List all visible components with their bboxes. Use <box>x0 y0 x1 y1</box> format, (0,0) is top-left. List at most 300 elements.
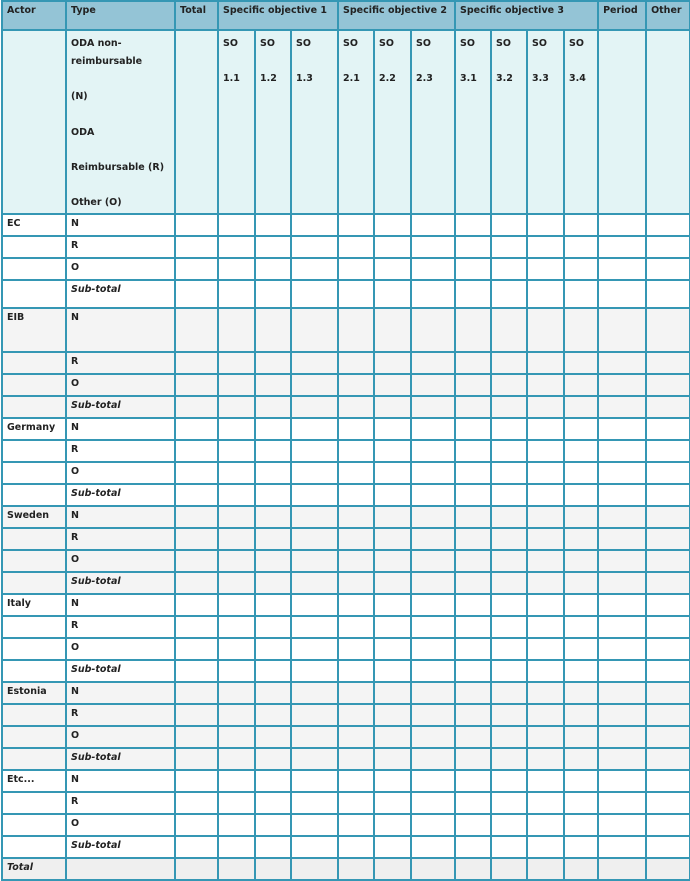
data-cell[interactable] <box>411 396 455 418</box>
data-cell[interactable] <box>598 506 646 528</box>
data-cell[interactable] <box>218 484 255 506</box>
data-cell[interactable] <box>255 462 291 484</box>
data-cell[interactable] <box>455 258 491 280</box>
data-cell[interactable] <box>255 836 291 858</box>
data-cell[interactable] <box>598 374 646 396</box>
data-cell[interactable] <box>491 374 527 396</box>
data-cell[interactable] <box>218 528 255 550</box>
data-cell[interactable] <box>411 308 455 352</box>
data-cell[interactable] <box>175 814 218 836</box>
data-cell[interactable] <box>564 638 598 660</box>
data-cell[interactable] <box>564 236 598 258</box>
data-cell[interactable] <box>527 814 564 836</box>
data-cell[interactable] <box>491 440 527 462</box>
data-cell[interactable] <box>491 236 527 258</box>
data-cell[interactable] <box>374 638 411 660</box>
data-cell[interactable] <box>455 308 491 352</box>
data-cell[interactable] <box>255 396 291 418</box>
data-cell[interactable] <box>527 792 564 814</box>
data-cell[interactable] <box>218 836 255 858</box>
data-cell[interactable] <box>175 682 218 704</box>
data-cell[interactable] <box>564 858 598 880</box>
data-cell[interactable] <box>374 682 411 704</box>
data-cell[interactable] <box>564 280 598 308</box>
data-cell[interactable] <box>491 280 527 308</box>
data-cell[interactable] <box>411 258 455 280</box>
data-cell[interactable] <box>527 214 564 236</box>
data-cell[interactable] <box>598 682 646 704</box>
data-cell[interactable] <box>527 682 564 704</box>
data-cell[interactable] <box>338 704 374 726</box>
data-cell[interactable] <box>564 462 598 484</box>
data-cell[interactable] <box>255 682 291 704</box>
data-cell[interactable] <box>646 792 690 814</box>
data-cell[interactable] <box>291 528 338 550</box>
data-cell[interactable] <box>411 462 455 484</box>
data-cell[interactable] <box>491 660 527 682</box>
data-cell[interactable] <box>598 726 646 748</box>
data-cell[interactable] <box>218 550 255 572</box>
data-cell[interactable] <box>455 660 491 682</box>
data-cell[interactable] <box>527 638 564 660</box>
data-cell[interactable] <box>564 418 598 440</box>
data-cell[interactable] <box>255 418 291 440</box>
data-cell[interactable] <box>455 440 491 462</box>
data-cell[interactable] <box>66 858 175 880</box>
data-cell[interactable] <box>175 726 218 748</box>
data-cell[interactable] <box>291 682 338 704</box>
data-cell[interactable] <box>646 660 690 682</box>
data-cell[interactable] <box>338 858 374 880</box>
data-cell[interactable] <box>455 280 491 308</box>
data-cell[interactable] <box>338 462 374 484</box>
data-cell[interactable] <box>491 418 527 440</box>
data-cell[interactable] <box>491 792 527 814</box>
data-cell[interactable] <box>564 440 598 462</box>
data-cell[interactable] <box>291 214 338 236</box>
data-cell[interactable] <box>598 440 646 462</box>
data-cell[interactable] <box>338 352 374 374</box>
data-cell[interactable] <box>646 308 690 352</box>
data-cell[interactable] <box>218 418 255 440</box>
data-cell[interactable] <box>175 550 218 572</box>
data-cell[interactable] <box>564 484 598 506</box>
data-cell[interactable] <box>291 550 338 572</box>
data-cell[interactable] <box>218 352 255 374</box>
data-cell[interactable] <box>646 506 690 528</box>
data-cell[interactable] <box>564 352 598 374</box>
data-cell[interactable] <box>527 308 564 352</box>
data-cell[interactable] <box>646 638 690 660</box>
data-cell[interactable] <box>564 660 598 682</box>
data-cell[interactable] <box>374 616 411 638</box>
data-cell[interactable] <box>218 236 255 258</box>
data-cell[interactable] <box>291 638 338 660</box>
data-cell[interactable] <box>291 440 338 462</box>
data-cell[interactable] <box>598 462 646 484</box>
data-cell[interactable] <box>175 484 218 506</box>
data-cell[interactable] <box>218 396 255 418</box>
data-cell[interactable] <box>491 258 527 280</box>
data-cell[interactable] <box>255 748 291 770</box>
data-cell[interactable] <box>411 616 455 638</box>
data-cell[interactable] <box>338 308 374 352</box>
data-cell[interactable] <box>291 770 338 792</box>
data-cell[interactable] <box>455 550 491 572</box>
data-cell[interactable] <box>527 836 564 858</box>
data-cell[interactable] <box>175 236 218 258</box>
data-cell[interactable] <box>291 280 338 308</box>
data-cell[interactable] <box>411 352 455 374</box>
data-cell[interactable] <box>291 594 338 616</box>
data-cell[interactable] <box>374 374 411 396</box>
data-cell[interactable] <box>175 704 218 726</box>
data-cell[interactable] <box>411 506 455 528</box>
data-cell[interactable] <box>646 236 690 258</box>
data-cell[interactable] <box>338 616 374 638</box>
data-cell[interactable] <box>291 858 338 880</box>
data-cell[interactable] <box>527 616 564 638</box>
data-cell[interactable] <box>646 352 690 374</box>
data-cell[interactable] <box>338 214 374 236</box>
data-cell[interactable] <box>175 506 218 528</box>
data-cell[interactable] <box>291 748 338 770</box>
data-cell[interactable] <box>338 550 374 572</box>
data-cell[interactable] <box>411 814 455 836</box>
data-cell[interactable] <box>646 528 690 550</box>
data-cell[interactable] <box>411 572 455 594</box>
data-cell[interactable] <box>338 638 374 660</box>
data-cell[interactable] <box>255 594 291 616</box>
data-cell[interactable] <box>455 572 491 594</box>
data-cell[interactable] <box>646 836 690 858</box>
data-cell[interactable] <box>646 418 690 440</box>
data-cell[interactable] <box>411 792 455 814</box>
data-cell[interactable] <box>527 572 564 594</box>
data-cell[interactable] <box>338 814 374 836</box>
data-cell[interactable] <box>255 550 291 572</box>
data-cell[interactable] <box>527 770 564 792</box>
data-cell[interactable] <box>598 836 646 858</box>
data-cell[interactable] <box>527 726 564 748</box>
data-cell[interactable] <box>491 462 527 484</box>
data-cell[interactable] <box>646 462 690 484</box>
data-cell[interactable] <box>175 770 218 792</box>
data-cell[interactable] <box>598 418 646 440</box>
data-cell[interactable] <box>646 616 690 638</box>
data-cell[interactable] <box>455 704 491 726</box>
data-cell[interactable] <box>338 792 374 814</box>
data-cell[interactable] <box>598 858 646 880</box>
data-cell[interactable] <box>374 352 411 374</box>
data-cell[interactable] <box>646 594 690 616</box>
data-cell[interactable] <box>255 280 291 308</box>
data-cell[interactable] <box>455 484 491 506</box>
data-cell[interactable] <box>374 258 411 280</box>
data-cell[interactable] <box>564 726 598 748</box>
data-cell[interactable] <box>291 396 338 418</box>
data-cell[interactable] <box>527 704 564 726</box>
data-cell[interactable] <box>255 308 291 352</box>
data-cell[interactable] <box>291 660 338 682</box>
data-cell[interactable] <box>646 770 690 792</box>
data-cell[interactable] <box>338 440 374 462</box>
data-cell[interactable] <box>255 374 291 396</box>
data-cell[interactable] <box>527 418 564 440</box>
data-cell[interactable] <box>598 638 646 660</box>
data-cell[interactable] <box>374 814 411 836</box>
data-cell[interactable] <box>338 726 374 748</box>
data-cell[interactable] <box>411 594 455 616</box>
data-cell[interactable] <box>491 682 527 704</box>
data-cell[interactable] <box>491 528 527 550</box>
data-cell[interactable] <box>291 418 338 440</box>
data-cell[interactable] <box>598 792 646 814</box>
data-cell[interactable] <box>291 836 338 858</box>
data-cell[interactable] <box>646 704 690 726</box>
data-cell[interactable] <box>374 280 411 308</box>
data-cell[interactable] <box>646 814 690 836</box>
data-cell[interactable] <box>338 418 374 440</box>
data-cell[interactable] <box>411 280 455 308</box>
data-cell[interactable] <box>455 682 491 704</box>
data-cell[interactable] <box>646 572 690 594</box>
data-cell[interactable] <box>218 660 255 682</box>
data-cell[interactable] <box>374 748 411 770</box>
data-cell[interactable] <box>218 748 255 770</box>
data-cell[interactable] <box>291 484 338 506</box>
data-cell[interactable] <box>455 462 491 484</box>
data-cell[interactable] <box>291 374 338 396</box>
data-cell[interactable] <box>527 258 564 280</box>
data-cell[interactable] <box>175 440 218 462</box>
data-cell[interactable] <box>175 836 218 858</box>
data-cell[interactable] <box>411 836 455 858</box>
data-cell[interactable] <box>455 418 491 440</box>
data-cell[interactable] <box>527 236 564 258</box>
data-cell[interactable] <box>598 528 646 550</box>
data-cell[interactable] <box>175 308 218 352</box>
data-cell[interactable] <box>291 726 338 748</box>
data-cell[interactable] <box>175 572 218 594</box>
data-cell[interactable] <box>455 528 491 550</box>
data-cell[interactable] <box>491 572 527 594</box>
data-cell[interactable] <box>491 704 527 726</box>
data-cell[interactable] <box>491 396 527 418</box>
data-cell[interactable] <box>291 616 338 638</box>
data-cell[interactable] <box>491 858 527 880</box>
data-cell[interactable] <box>598 236 646 258</box>
data-cell[interactable] <box>291 814 338 836</box>
data-cell[interactable] <box>218 440 255 462</box>
data-cell[interactable] <box>338 682 374 704</box>
data-cell[interactable] <box>455 374 491 396</box>
data-cell[interactable] <box>255 528 291 550</box>
data-cell[interactable] <box>527 550 564 572</box>
data-cell[interactable] <box>374 214 411 236</box>
data-cell[interactable] <box>338 836 374 858</box>
data-cell[interactable] <box>218 462 255 484</box>
data-cell[interactable] <box>338 748 374 770</box>
data-cell[interactable] <box>175 616 218 638</box>
data-cell[interactable] <box>527 506 564 528</box>
data-cell[interactable] <box>255 660 291 682</box>
data-cell[interactable] <box>374 396 411 418</box>
data-cell[interactable] <box>338 236 374 258</box>
data-cell[interactable] <box>255 258 291 280</box>
data-cell[interactable] <box>255 352 291 374</box>
data-cell[interactable] <box>527 280 564 308</box>
data-cell[interactable] <box>527 528 564 550</box>
data-cell[interactable] <box>411 484 455 506</box>
data-cell[interactable] <box>455 506 491 528</box>
data-cell[interactable] <box>598 660 646 682</box>
data-cell[interactable] <box>338 770 374 792</box>
data-cell[interactable] <box>291 506 338 528</box>
data-cell[interactable] <box>374 792 411 814</box>
data-cell[interactable] <box>218 616 255 638</box>
data-cell[interactable] <box>338 506 374 528</box>
data-cell[interactable] <box>455 792 491 814</box>
data-cell[interactable] <box>455 236 491 258</box>
data-cell[interactable] <box>564 308 598 352</box>
data-cell[interactable] <box>338 484 374 506</box>
data-cell[interactable] <box>455 770 491 792</box>
data-cell[interactable] <box>411 682 455 704</box>
data-cell[interactable] <box>646 858 690 880</box>
data-cell[interactable] <box>411 858 455 880</box>
data-cell[interactable] <box>374 236 411 258</box>
data-cell[interactable] <box>255 726 291 748</box>
data-cell[interactable] <box>491 308 527 352</box>
data-cell[interactable] <box>564 836 598 858</box>
data-cell[interactable] <box>291 792 338 814</box>
data-cell[interactable] <box>564 704 598 726</box>
data-cell[interactable] <box>527 440 564 462</box>
data-cell[interactable] <box>374 594 411 616</box>
data-cell[interactable] <box>527 660 564 682</box>
data-cell[interactable] <box>175 418 218 440</box>
data-cell[interactable] <box>564 214 598 236</box>
data-cell[interactable] <box>527 594 564 616</box>
data-cell[interactable] <box>646 374 690 396</box>
data-cell[interactable] <box>175 258 218 280</box>
data-cell[interactable] <box>218 704 255 726</box>
data-cell[interactable] <box>491 836 527 858</box>
data-cell[interactable] <box>218 506 255 528</box>
data-cell[interactable] <box>218 308 255 352</box>
data-cell[interactable] <box>564 396 598 418</box>
data-cell[interactable] <box>598 308 646 352</box>
data-cell[interactable] <box>564 374 598 396</box>
data-cell[interactable] <box>564 528 598 550</box>
data-cell[interactable] <box>491 770 527 792</box>
data-cell[interactable] <box>374 550 411 572</box>
data-cell[interactable] <box>175 792 218 814</box>
data-cell[interactable] <box>527 484 564 506</box>
data-cell[interactable] <box>646 214 690 236</box>
data-cell[interactable] <box>411 638 455 660</box>
data-cell[interactable] <box>175 594 218 616</box>
data-cell[interactable] <box>646 280 690 308</box>
data-cell[interactable] <box>338 572 374 594</box>
data-cell[interactable] <box>255 236 291 258</box>
data-cell[interactable] <box>255 770 291 792</box>
data-cell[interactable] <box>455 814 491 836</box>
data-cell[interactable] <box>218 638 255 660</box>
data-cell[interactable] <box>175 748 218 770</box>
data-cell[interactable] <box>527 352 564 374</box>
data-cell[interactable] <box>527 396 564 418</box>
data-cell[interactable] <box>455 214 491 236</box>
data-cell[interactable] <box>527 462 564 484</box>
data-cell[interactable] <box>255 572 291 594</box>
data-cell[interactable] <box>455 594 491 616</box>
data-cell[interactable] <box>175 374 218 396</box>
data-cell[interactable] <box>564 572 598 594</box>
data-cell[interactable] <box>491 616 527 638</box>
data-cell[interactable] <box>218 214 255 236</box>
data-cell[interactable] <box>255 792 291 814</box>
data-cell[interactable] <box>374 418 411 440</box>
data-cell[interactable] <box>338 594 374 616</box>
data-cell[interactable] <box>491 550 527 572</box>
data-cell[interactable] <box>646 748 690 770</box>
data-cell[interactable] <box>411 660 455 682</box>
data-cell[interactable] <box>175 352 218 374</box>
data-cell[interactable] <box>291 704 338 726</box>
data-cell[interactable] <box>255 506 291 528</box>
data-cell[interactable] <box>374 506 411 528</box>
data-cell[interactable] <box>564 506 598 528</box>
data-cell[interactable] <box>527 748 564 770</box>
data-cell[interactable] <box>291 258 338 280</box>
data-cell[interactable] <box>411 528 455 550</box>
data-cell[interactable] <box>255 704 291 726</box>
data-cell[interactable] <box>175 214 218 236</box>
data-cell[interactable] <box>598 594 646 616</box>
data-cell[interactable] <box>291 462 338 484</box>
data-cell[interactable] <box>374 770 411 792</box>
data-cell[interactable] <box>455 748 491 770</box>
data-cell[interactable] <box>338 528 374 550</box>
data-cell[interactable] <box>218 814 255 836</box>
data-cell[interactable] <box>564 770 598 792</box>
data-cell[interactable] <box>455 616 491 638</box>
data-cell[interactable] <box>255 440 291 462</box>
data-cell[interactable] <box>175 638 218 660</box>
data-cell[interactable] <box>291 572 338 594</box>
data-cell[interactable] <box>564 748 598 770</box>
data-cell[interactable] <box>598 748 646 770</box>
data-cell[interactable] <box>291 352 338 374</box>
data-cell[interactable] <box>411 236 455 258</box>
data-cell[interactable] <box>291 236 338 258</box>
data-cell[interactable] <box>598 550 646 572</box>
data-cell[interactable] <box>527 374 564 396</box>
data-cell[interactable] <box>598 814 646 836</box>
data-cell[interactable] <box>338 660 374 682</box>
data-cell[interactable] <box>218 594 255 616</box>
data-cell[interactable] <box>374 572 411 594</box>
data-cell[interactable] <box>374 858 411 880</box>
data-cell[interactable] <box>411 418 455 440</box>
data-cell[interactable] <box>218 682 255 704</box>
data-cell[interactable] <box>255 616 291 638</box>
data-cell[interactable] <box>455 726 491 748</box>
data-cell[interactable] <box>175 858 218 880</box>
data-cell[interactable] <box>491 814 527 836</box>
